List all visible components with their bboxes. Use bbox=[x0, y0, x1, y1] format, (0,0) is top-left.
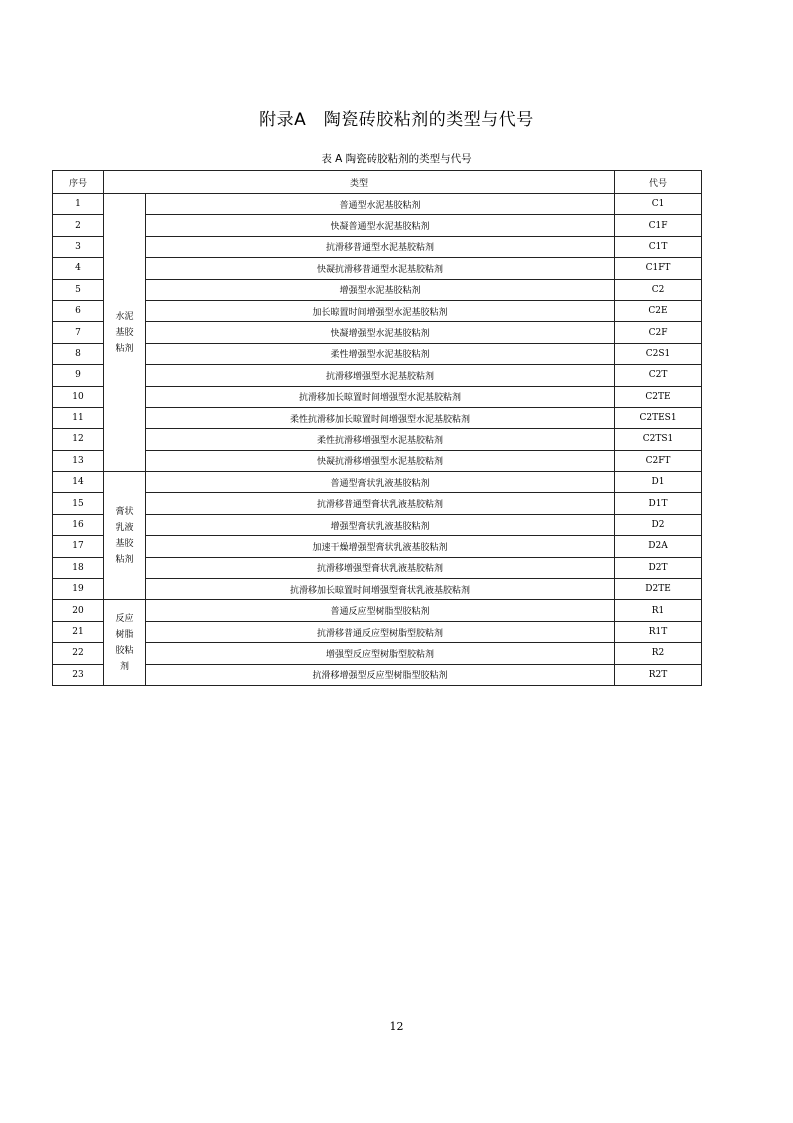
category-label-line: 膏状 bbox=[115, 506, 134, 517]
adhesive-code: R2 bbox=[615, 643, 702, 664]
adhesive-type-name: 柔性增强型水泥基胶粘剂 bbox=[146, 343, 615, 364]
adhesive-code: R1 bbox=[615, 600, 702, 621]
row-number: 10 bbox=[53, 386, 104, 407]
adhesive-type-name: 快凝普通型水泥基胶粘剂 bbox=[146, 215, 615, 236]
table-row bbox=[53, 322, 702, 343]
row-number: 11 bbox=[53, 407, 104, 428]
category-label-line: 乳液 bbox=[115, 522, 134, 533]
row-number: 6 bbox=[53, 300, 104, 321]
table-row bbox=[53, 407, 702, 428]
adhesive-code: C1FT bbox=[615, 258, 702, 279]
adhesive-code: D2T bbox=[615, 557, 702, 578]
adhesive-type-name: 抗滑移增强型反应型树脂型胶粘剂 bbox=[146, 664, 615, 685]
category-cell bbox=[104, 472, 146, 600]
category-label-line: 反应 bbox=[115, 613, 134, 624]
adhesive-code: C1F bbox=[615, 215, 702, 236]
adhesive-code: C2S1 bbox=[615, 343, 702, 364]
category-label bbox=[104, 309, 145, 357]
row-number: 20 bbox=[53, 600, 104, 621]
adhesive-type-name: 抗滑移增强型膏状乳液基胶粘剂 bbox=[146, 557, 615, 578]
table-row bbox=[53, 450, 702, 471]
adhesive-code: C1T bbox=[615, 236, 702, 257]
adhesive-type-name: 抗滑移普通型膏状乳液基胶粘剂 bbox=[146, 493, 615, 514]
table-row bbox=[53, 643, 702, 664]
adhesive-type-name: 抗滑移普通型水泥基胶粘剂 bbox=[146, 236, 615, 257]
adhesive-type-name: 抗滑移加长晾置时间增强型水泥基胶粘剂 bbox=[146, 386, 615, 407]
category-cell bbox=[104, 600, 146, 686]
row-number: 8 bbox=[53, 343, 104, 364]
adhesive-type-name: 抗滑移增强型水泥基胶粘剂 bbox=[146, 365, 615, 386]
category-label bbox=[104, 611, 145, 675]
adhesive-code: D1T bbox=[615, 493, 702, 514]
adhesive-type-name: 快凝增强型水泥基胶粘剂 bbox=[146, 322, 615, 343]
category-label-line: 树脂 bbox=[115, 629, 134, 640]
table-row bbox=[53, 300, 702, 321]
table-row bbox=[53, 472, 702, 493]
row-number: 21 bbox=[53, 621, 104, 642]
table-row bbox=[53, 215, 702, 236]
row-number: 15 bbox=[53, 493, 104, 514]
row-number: 19 bbox=[53, 579, 104, 600]
table-row bbox=[53, 194, 702, 215]
appendix-title: 附录A 陶瓷砖胶粘剂的类型与代号 bbox=[259, 110, 534, 130]
category-label-line: 粘剂 bbox=[115, 343, 134, 354]
adhesive-type-name: 快凝抗滑移普通型水泥基胶粘剂 bbox=[146, 258, 615, 279]
adhesive-type-name: 增强型反应型树脂型胶粘剂 bbox=[146, 643, 615, 664]
adhesive-code: C2F bbox=[615, 322, 702, 343]
table-row bbox=[53, 557, 702, 578]
adhesive-type-name: 普通反应型树脂型胶粘剂 bbox=[146, 600, 615, 621]
row-number: 13 bbox=[53, 450, 104, 471]
table-row bbox=[53, 429, 702, 450]
row-number: 2 bbox=[53, 215, 104, 236]
adhesive-type-name: 增强型膏状乳液基胶粘剂 bbox=[146, 514, 615, 535]
adhesive-code: R2T bbox=[615, 664, 702, 685]
adhesive-type-name: 普通型膏状乳液基胶粘剂 bbox=[146, 472, 615, 493]
table-row bbox=[53, 386, 702, 407]
category-label-line: 粘剂 bbox=[115, 554, 134, 565]
table-row bbox=[53, 343, 702, 364]
table-caption: 表 A 陶瓷砖胶粘剂的类型与代号 bbox=[321, 153, 472, 165]
table-body bbox=[53, 194, 702, 686]
adhesive-code: C1 bbox=[615, 194, 702, 215]
table-row bbox=[53, 579, 702, 600]
category-label bbox=[104, 504, 145, 568]
row-number: 14 bbox=[53, 472, 104, 493]
adhesive-code: C2E bbox=[615, 300, 702, 321]
adhesive-code: R1T bbox=[615, 621, 702, 642]
header-no: 序号 bbox=[53, 171, 104, 194]
row-number: 16 bbox=[53, 514, 104, 535]
category-cell bbox=[104, 194, 146, 472]
table-row bbox=[53, 365, 702, 386]
table-row bbox=[53, 236, 702, 257]
row-number: 7 bbox=[53, 322, 104, 343]
category-label-line: 基胶 bbox=[115, 327, 134, 338]
row-number: 4 bbox=[53, 258, 104, 279]
table-row bbox=[53, 664, 702, 685]
table-row bbox=[53, 258, 702, 279]
category-label-line: 胶粘 bbox=[115, 645, 134, 656]
table-row bbox=[53, 514, 702, 535]
adhesive-type-name: 加速干燥增强型膏状乳液基胶粘剂 bbox=[146, 536, 615, 557]
adhesive-code: D1 bbox=[615, 472, 702, 493]
table-row bbox=[53, 621, 702, 642]
adhesive-type-name: 柔性抗滑移增强型水泥基胶粘剂 bbox=[146, 429, 615, 450]
adhesive-code: C2FT bbox=[615, 450, 702, 471]
row-number: 1 bbox=[53, 194, 104, 215]
row-number: 5 bbox=[53, 279, 104, 300]
category-label-line: 基胶 bbox=[115, 538, 134, 549]
table-row bbox=[53, 600, 702, 621]
adhesive-code: C2 bbox=[615, 279, 702, 300]
adhesive-type-name: 柔性抗滑移加长晾置时间增强型水泥基胶粘剂 bbox=[146, 407, 615, 428]
adhesive-type-name: 普通型水泥基胶粘剂 bbox=[146, 194, 615, 215]
table-row bbox=[53, 493, 702, 514]
adhesive-code: C2T bbox=[615, 365, 702, 386]
table-header-row bbox=[53, 171, 702, 194]
header-code: 代号 bbox=[615, 171, 702, 194]
category-label-line: 剂 bbox=[119, 661, 129, 672]
row-number: 3 bbox=[53, 236, 104, 257]
adhesive-code: C2TES1 bbox=[615, 407, 702, 428]
row-number: 18 bbox=[53, 557, 104, 578]
table-row bbox=[53, 536, 702, 557]
row-number: 9 bbox=[53, 365, 104, 386]
category-label-line: 水泥 bbox=[115, 311, 134, 322]
adhesive-type-name: 加长晾置时间增强型水泥基胶粘剂 bbox=[146, 300, 615, 321]
row-number: 22 bbox=[53, 643, 104, 664]
table-row bbox=[53, 279, 702, 300]
adhesive-code: D2A bbox=[615, 536, 702, 557]
adhesive-type-table bbox=[52, 170, 702, 686]
adhesive-code: C2TS1 bbox=[615, 429, 702, 450]
adhesive-code: C2TE bbox=[615, 386, 702, 407]
row-number: 23 bbox=[53, 664, 104, 685]
row-number: 17 bbox=[53, 536, 104, 557]
row-number: 12 bbox=[53, 429, 104, 450]
page-number: 12 bbox=[389, 1020, 404, 1033]
adhesive-type-name: 抗滑移普通反应型树脂型胶粘剂 bbox=[146, 621, 615, 642]
adhesive-type-name: 增强型水泥基胶粘剂 bbox=[146, 279, 615, 300]
adhesive-code: D2TE bbox=[615, 579, 702, 600]
adhesive-type-name: 抗滑移加长晾置时间增强型膏状乳液基胶粘剂 bbox=[146, 579, 615, 600]
header-type: 类型 bbox=[104, 171, 615, 194]
adhesive-type-name: 快凝抗滑移增强型水泥基胶粘剂 bbox=[146, 450, 615, 471]
adhesive-code: D2 bbox=[615, 514, 702, 535]
